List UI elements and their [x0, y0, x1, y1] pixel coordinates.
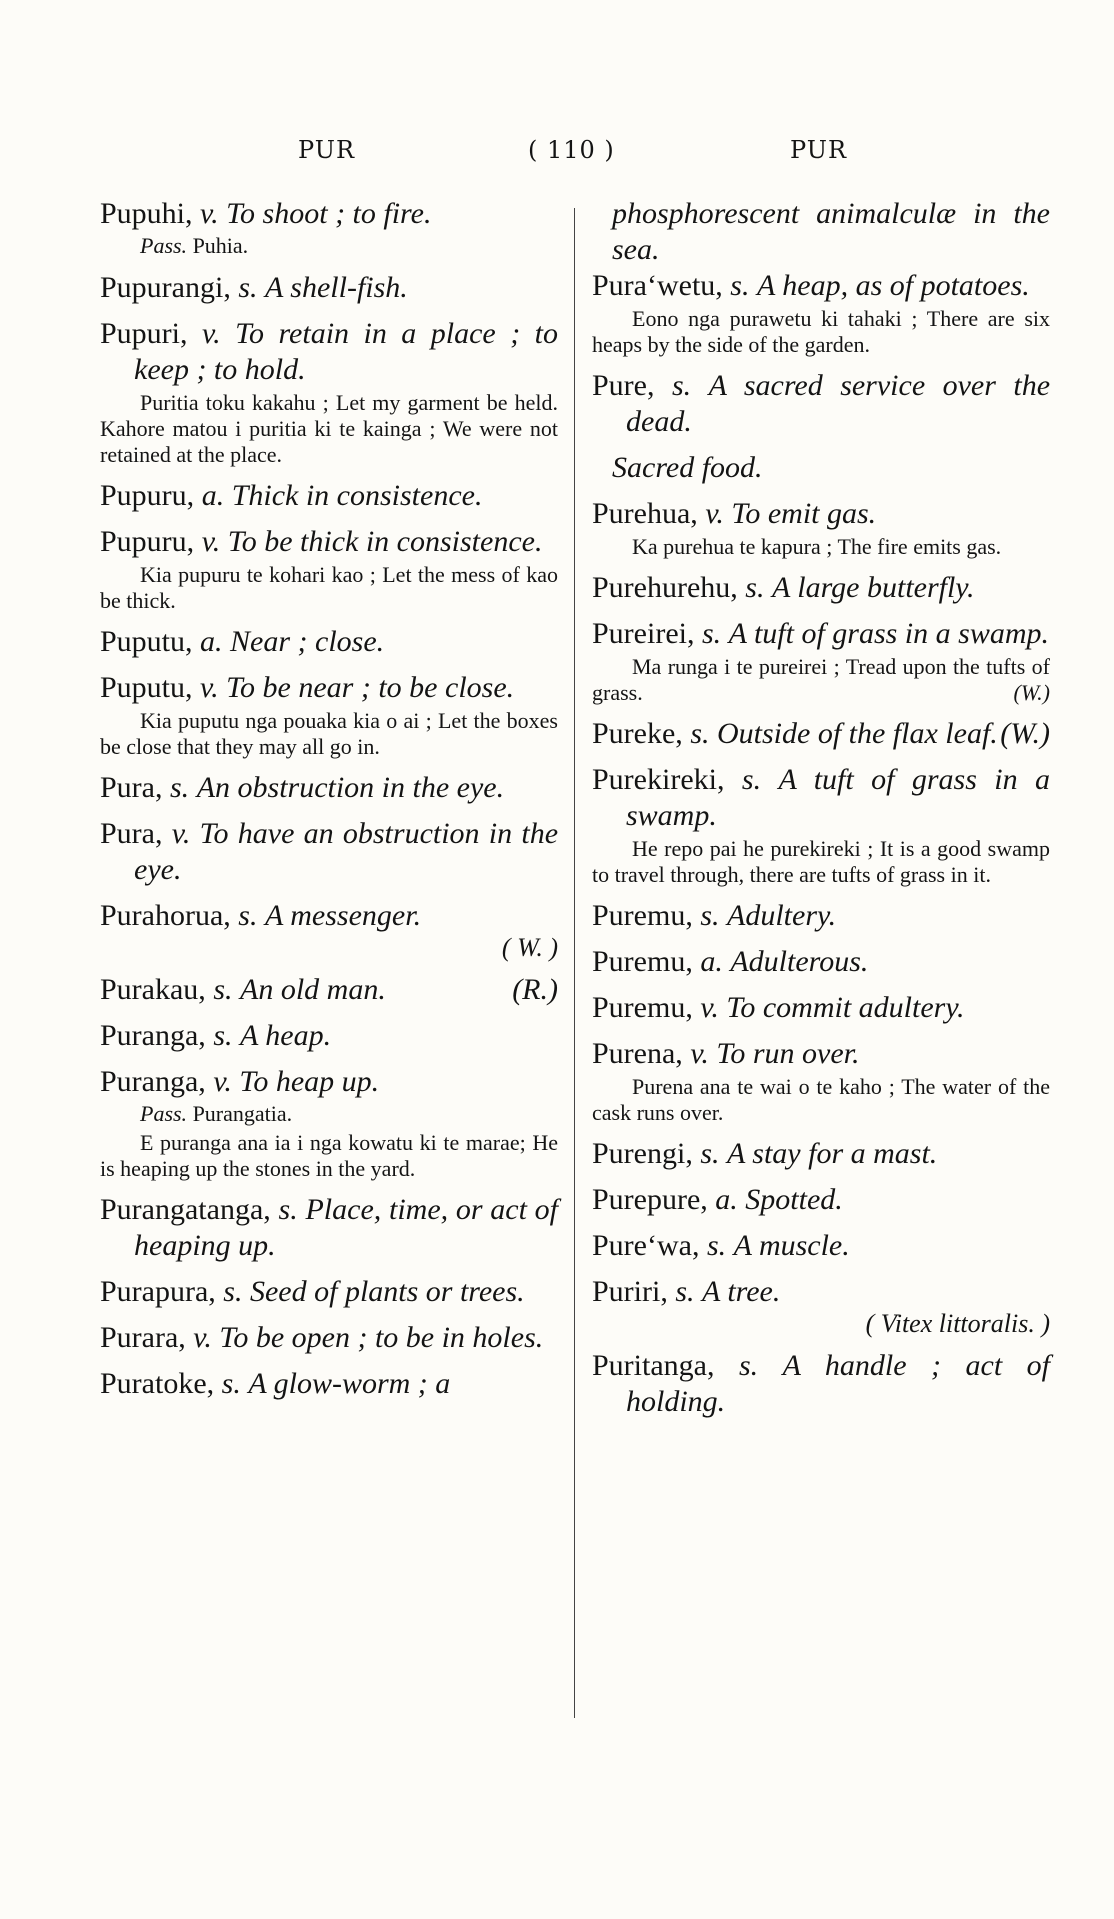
example-text: Puritia toku kakahu ; Let my garment be held. Kahore matou i puritia ki te kainga ; We were not retained at the place. [100, 390, 558, 467]
definition: A large butterfly. [771, 571, 975, 604]
definition: Near ; close. [230, 625, 385, 658]
part-of-speech: s. [221, 1367, 241, 1400]
headword: Pupuri, [100, 317, 188, 350]
headword: Pupuhi, [100, 197, 193, 230]
usage-example [100, 562, 558, 614]
part-of-speech: s. [738, 1349, 759, 1382]
usage-example [592, 654, 1050, 706]
headword-line [592, 1228, 1050, 1264]
dictionary-entry [592, 268, 1050, 368]
headword: Puremu, [592, 991, 693, 1024]
part-of-speech: v. [171, 817, 191, 850]
part-of-speech: s. [278, 1193, 298, 1226]
part-of-speech: a. [715, 1183, 738, 1216]
running-header [0, 136, 1114, 172]
dictionary-entry [100, 316, 558, 478]
definition: To be thick in consistence. [227, 525, 543, 558]
example-text: Kia pupuru te kohari kao ; Let the mess of kao be thick. [100, 562, 558, 613]
headword-line [100, 1192, 558, 1264]
headword-line [592, 1036, 1050, 1072]
dictionary-entry [100, 270, 558, 316]
definition: A shell-fish. [265, 271, 408, 304]
definition: A tree. [702, 1275, 781, 1308]
headword-line [592, 716, 1050, 752]
headword: Pureke, [592, 717, 683, 750]
source-note: (R.) [512, 973, 558, 1006]
headword-line [592, 1136, 1050, 1172]
headword: Purara, [100, 1321, 186, 1354]
part-of-speech: v. [200, 671, 219, 704]
header-right-guideword: PUR [790, 136, 848, 164]
part-of-speech: s. [745, 571, 765, 604]
dictionary-entry [592, 368, 1050, 450]
headword-line [100, 1274, 558, 1310]
part-of-speech: a. [201, 479, 225, 512]
headword: Purakau, [100, 973, 206, 1006]
right-column [592, 196, 1050, 1430]
headword: Puputu, [100, 671, 193, 704]
headword: Pura, [100, 771, 163, 804]
part-of-speech: s. [741, 763, 762, 796]
headword: Puratoke, [100, 1367, 215, 1400]
definition: A stay for a mast. [727, 1137, 938, 1170]
dictionary-entry [100, 972, 558, 1018]
definition: Place, time, or act of heaping up. [134, 1193, 559, 1262]
definition: An old man. [240, 973, 386, 1006]
part-of-speech: s. [701, 617, 722, 650]
headword-line [100, 1366, 558, 1402]
usage-example [592, 534, 1050, 560]
headword-line [592, 990, 1050, 1026]
dictionary-entry [592, 450, 1050, 496]
usage-example [100, 390, 558, 468]
headword: Purepure, [592, 1183, 708, 1216]
passive-form [100, 1100, 558, 1128]
headword-line [592, 762, 1050, 834]
part-of-speech: s. [730, 269, 750, 302]
headword: Purehurehu, [592, 571, 738, 604]
passive-label: Pass. [140, 1101, 188, 1126]
headword: Puranga, [100, 1019, 206, 1052]
definition: An obstruction in the eye. [196, 771, 505, 804]
part-of-speech: s. [223, 1275, 243, 1308]
headword: Puranga, [100, 1065, 206, 1098]
part-of-speech: s. [700, 899, 720, 932]
definition: Spotted. [745, 1183, 843, 1216]
example-text: Ma runga i te pureirei ; Tread upon the tufts of grass. [592, 654, 1050, 705]
dictionary-entry [100, 898, 558, 972]
column-divider [574, 208, 575, 1718]
part-of-speech: v. [200, 197, 219, 230]
headword-line [100, 670, 558, 706]
dictionary-entry [592, 1136, 1050, 1182]
headword-line [100, 196, 558, 232]
dictionary-entry [592, 1036, 1050, 1136]
left-column [100, 196, 558, 1412]
definition: A messenger. [264, 899, 422, 932]
headword: Puputu, [100, 625, 193, 658]
page-number: ( 110 ) [528, 136, 615, 164]
definition: A heap, as of potatoes. [756, 269, 1030, 302]
definition: To be near ; to be close. [226, 671, 515, 704]
headword: Purekireki, [592, 763, 725, 796]
dictionary-entry [100, 624, 558, 670]
headword-line [592, 898, 1050, 934]
headword-line [592, 1274, 1050, 1310]
part-of-speech: s. [671, 369, 692, 402]
part-of-speech: s. [238, 899, 258, 932]
usage-example [592, 836, 1050, 888]
passive-word: Purangatia. [192, 1101, 293, 1126]
definition: A glow-worm ; a [248, 1367, 451, 1400]
definition: Thick in consistence. [231, 479, 483, 512]
part-of-speech: a. [200, 625, 223, 658]
dictionary-entry [592, 616, 1050, 716]
definition: A tuft of grass in a swamp. [728, 617, 1049, 650]
definition: To be open ; to be in holes. [219, 1321, 544, 1354]
dictionary-entry [100, 196, 558, 270]
part-of-speech: v. [202, 317, 221, 350]
headword-line [592, 944, 1050, 980]
dictionary-entry [100, 1366, 558, 1412]
dictionary-entry [100, 1018, 558, 1064]
source-note: ( W. ) [501, 933, 558, 962]
definition: Outside of the flax leaf. [717, 717, 998, 750]
dictionary-entry [100, 1064, 558, 1192]
headword-line [592, 616, 1050, 652]
example-text: E puranga ana ia i nga kowatu ki te marae; He is heaping up the stones in the yard. [100, 1130, 558, 1181]
source-note: ( Vitex littoralis. ) [865, 1309, 1050, 1338]
dictionary-entry [100, 670, 558, 770]
usage-example [592, 1074, 1050, 1126]
source-note: (W.) [1000, 717, 1050, 750]
headword-line [100, 270, 558, 306]
definition: A handle ; act of holding. [626, 1349, 1050, 1418]
dictionary-entry [592, 1274, 1050, 1348]
headword-line [100, 478, 558, 514]
headword: Pura‘wetu, [592, 269, 723, 302]
dictionary-entry [592, 496, 1050, 570]
example-text: He repo pai he purekireki ; It is a good swamp to travel through, there are tufts of grass in it. [592, 836, 1050, 887]
part-of-speech: s. [700, 1137, 720, 1170]
dictionary-entry [100, 770, 558, 816]
dictionary-entry [100, 816, 558, 898]
definition: A sacred service over the dead. [626, 369, 1051, 438]
headword: Pure, [592, 369, 655, 402]
headword-line [100, 1018, 558, 1054]
dictionary-entry [592, 1348, 1050, 1430]
example-text: Purena ana te wai o te kaho ; The water of the cask runs over. [592, 1074, 1050, 1125]
source-note: (W.) [1013, 680, 1050, 705]
part-of-speech: s. [690, 717, 710, 750]
part-of-speech: v. [700, 991, 719, 1024]
dictionary-entry [100, 478, 558, 524]
headword: Purehua, [592, 497, 698, 530]
headword: Pupurangi, [100, 271, 231, 304]
definition: To commit adultery. [726, 991, 965, 1024]
dictionary-entry [100, 524, 558, 624]
headword-line [592, 268, 1050, 304]
part-of-speech: v. [690, 1037, 709, 1070]
dictionary-entry [592, 1228, 1050, 1274]
headword-line [100, 1320, 558, 1356]
part-of-speech: v. [193, 1321, 212, 1354]
headword-line [592, 496, 1050, 532]
headword: Pure‘wa, [592, 1229, 700, 1262]
dictionary-entry [100, 1192, 558, 1274]
definition: To emit gas. [731, 497, 877, 530]
dictionary-entry [592, 762, 1050, 898]
headword-line [592, 1348, 1050, 1420]
headword-line [100, 898, 558, 934]
dictionary-entry [592, 570, 1050, 616]
headword: Purapura, [100, 1275, 216, 1308]
dictionary-entry [592, 990, 1050, 1036]
part-of-speech: s. [675, 1275, 695, 1308]
dictionary-entry [592, 716, 1050, 762]
headword-line [100, 972, 558, 1008]
headword-line [100, 524, 558, 560]
dictionary-entry [592, 1182, 1050, 1228]
part-of-speech: s. [706, 1229, 727, 1262]
definition: To heap up. [239, 1065, 380, 1098]
definition: To shoot ; to fire. [226, 197, 432, 230]
headword: Puritanga, [592, 1349, 715, 1382]
headword: Purahorua, [100, 899, 231, 932]
dictionary-entry [592, 944, 1050, 990]
definition: To retain in a place ; to keep ; to hold. [134, 317, 559, 386]
headword: Pupuru, [100, 479, 195, 512]
headword-line [592, 570, 1050, 606]
example-text: Ka purehua te kapura ; The fire emits gas. [632, 534, 1002, 559]
dictionary-entry [100, 1320, 558, 1366]
definition: To run over. [716, 1037, 860, 1070]
headword-line [100, 816, 558, 888]
passive-label: Pass. [140, 233, 188, 258]
part-of-speech: v. [213, 1065, 232, 1098]
headword: Purengi, [592, 1137, 693, 1170]
headword: Pupuru, [100, 525, 195, 558]
part-of-speech: v. [705, 497, 724, 530]
part-of-speech: s. [170, 771, 190, 804]
part-of-speech: s. [213, 973, 233, 1006]
headword-line [100, 316, 558, 388]
continued-definition: phosphorescent animalculæ in the sea. [612, 197, 1050, 266]
usage-example [100, 708, 558, 760]
headword: Puremu, [592, 945, 693, 978]
headword-line [100, 770, 558, 806]
header-left-guideword: PUR [298, 136, 356, 164]
definition: A heap. [240, 1019, 332, 1052]
part-of-speech: s. [213, 1019, 233, 1052]
passive-form [100, 232, 558, 260]
headword: Purena, [592, 1037, 683, 1070]
headword: Purangatanga, [100, 1193, 271, 1226]
part-of-speech: v. [201, 525, 221, 558]
example-text: Kia puputu nga pouaka kia o ai ; Let the boxes be close that they may all go in. [100, 708, 558, 759]
headword-line [100, 624, 558, 660]
definition: Adulterous. [730, 945, 869, 978]
sub-definition: Sacred food. [612, 451, 763, 484]
definition: A tuft of grass in a swamp. [626, 763, 1051, 832]
headword: Pureirei, [592, 617, 695, 650]
definition: A muscle. [733, 1229, 850, 1262]
usage-example [592, 306, 1050, 358]
part-of-speech: s. [238, 271, 258, 304]
dictionary-entry [100, 1274, 558, 1320]
headword: Puriri, [592, 1275, 668, 1308]
headword-line [100, 1064, 558, 1100]
usage-example [100, 1130, 558, 1182]
dictionary-entry [592, 898, 1050, 944]
definition: To have an obstruction in the eye. [134, 817, 559, 886]
headword: Pura, [100, 817, 163, 850]
part-of-speech: a. [700, 945, 723, 978]
headword: Puremu, [592, 899, 693, 932]
example-text: Eono nga purawetu ki tahaki ; There are six heaps by the side of the garden. [592, 306, 1050, 357]
headword-line [592, 368, 1050, 440]
headword-line [592, 1182, 1050, 1218]
definition: Adultery. [727, 899, 837, 932]
passive-word: Puhia. [192, 233, 249, 258]
definition: Seed of plants or trees. [249, 1275, 525, 1308]
